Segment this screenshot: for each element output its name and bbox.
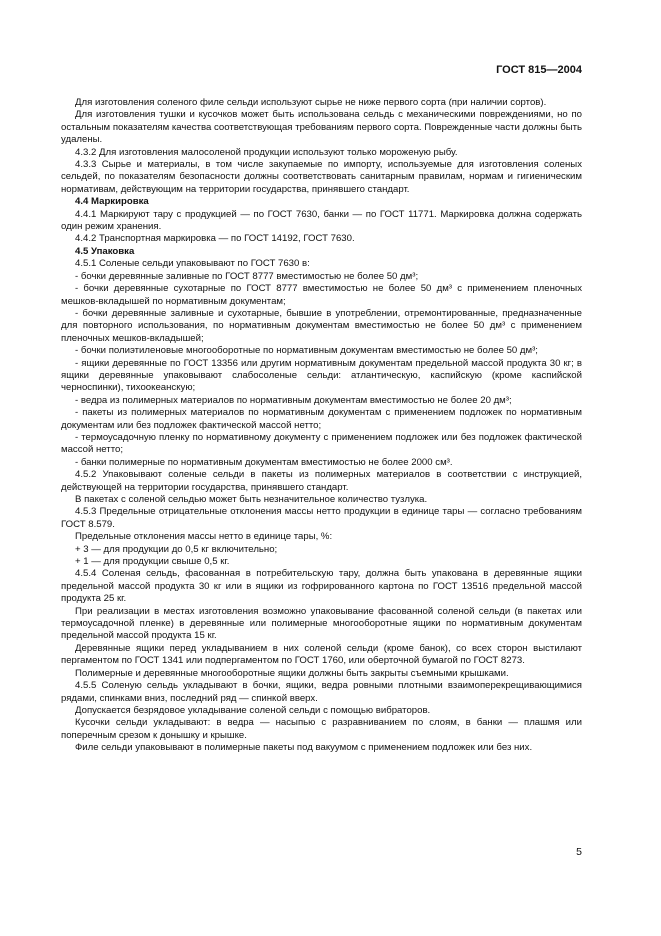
paragraph: Допускается безрядовое укладывание соленой сельди с помощью вибраторов. [75,704,431,716]
paragraph: 4.5.5 Соленую сельдь укладывают в бочки, ящики, ведра ровными плотными взаимоперекрещивающимися рядами, спинками вниз, последний ряд — спинкой вверх. [61,680,582,704]
paragraph: 4.5.1 Соленые сельди упаковывают по ГОСТ 7630 в: [75,258,310,270]
page-number: 5 [576,846,582,858]
paragraph: 4.5.3 Предельные отрицательные отклонения массы нетто продукции в единице тары — согласно требованиям ГОСТ 8.579. [61,506,582,530]
section-heading: 4.5 Упаковка [75,245,135,257]
paragraph: Полимерные и деревянные многооборотные ящики должны быть закрыты съемными крышками. [75,667,509,679]
paragraph: - бочки деревянные заливные по ГОСТ 8777 вместимостью не более 50 дм³; [75,270,419,282]
paragraph: - бочки деревянные сухотарные по ГОСТ 8777 вместимостью не более 50 дм³ с применением пленочных мешков-вкладышей по нормативным документам; [61,283,582,307]
paragraph: + 3 — для продукции до 0,5 кг включительно; [75,543,278,555]
paragraph: - термоусадочную пленку по нормативному документу с применением подложек или без подложек фактической массой нетто; [61,431,582,456]
paragraph: - пакеты из полимерных материалов по нормативным документам с применением подложек по нормативным документам или без подложек фактической массой нетто; [61,407,582,431]
document-body [61,97,582,755]
paragraph: 4.3.2 Для изготовления малосоленой продукции используют только мороженую рыбу. [75,146,458,158]
paragraph: - бочки полиэтиленовые многооборотные по нормативным документам вместимостью не более 50 дм³; [75,345,538,357]
paragraph: 4.5.4 Соленая сельдь, фасованная в потребительскую тару, должна быть упакована в деревянные ящики предельной массой продукта 30 кг или в ящики из гофрированного картона по ГОСТ 13516 предельной массой продукта 25 кг. [61,568,582,605]
paragraph: 4.5.2 Упаковывают соленые сельди в пакеты из полимерных материалов в соответствии с инструкцией, действующей на территории государства, принявшего стандарт. [61,469,582,493]
paragraph: 4.4.2 Транспортная маркировка — по ГОСТ 14192, ГОСТ 7630. [75,233,355,245]
section-heading: 4.4 Маркировка [75,196,149,208]
paragraph: - ящики деревянные по ГОСТ 13356 или другим нормативным документам предельной массой продукта 30 кг; в ящики деревянные упаковывают слабосоленые сельди: атлантическую, каспийскую (кроме каспийской черноспинки), тихоокеанскую; [61,357,582,394]
paragraph: Кусочки сельди укладывают: в ведра — насыпью с разравниванием по слоям, в банки — плашмя или поперечным срезом к донышку и крышке. [61,717,582,741]
paragraph: - ведра из полимерных материалов по нормативным документам вместимостью не более 20 дм³; [75,394,512,406]
paragraph: - банки полимерные по нормативным документам вместимостью не более 2000 см³. [75,456,453,468]
paragraph: - бочки деревянные заливные и сухотарные, бывшие в употреблении, отремонтированные, предназначенные для повторного использования, по нормативным документам вместимостью не более 50 дм³ с применением пленочных мешков-вкладышей; [61,307,582,344]
page-header: ГОСТ 815—2004 [496,64,582,76]
paragraph: 4.3.3 Сырье и материалы, в том числе закупаемые по импорту, используемые для изготовления соленых сельдей, по показателям безопасности должны соответствовать санитарным правилам, нормам и гигиеническим нормативам, действующим на территории государства, принявшего стандарт. [61,159,582,195]
paragraph: Филе сельди упаковывают в полимерные пакеты под вакуумом с применением подложек или без них. [75,742,533,754]
paragraph: Предельные отклонения массы нетто в единице тары, %: [75,531,333,543]
paragraph: Для изготовления тушки и кусочков может быть использована сельдь с механическими повреждениями, но по остальным показателям качества соответствующая требованиям первого сорта. Поврежденные части должны быть удалены. [61,109,582,146]
paragraph: При реализации в местах изготовления возможно упаковывание фасованной соленой сельди (в пакетах или термоусадочной пленке) в деревянные или полимерные многооборотные ящики по нормативным документам предельной массой продукта 15 кг. [61,605,582,642]
paragraph: + 1 — для продукции свыше 0,5 кг. [75,556,230,568]
paragraph: Для изготовления соленого филе сельди используют сырье не ниже первого сорта (при наличии сортов). [75,97,547,108]
paragraph: Деревянные ящики перед укладыванием в них соленой сельди (кроме банок), со всех сторон выстилают пергаментом по ГОСТ 1341 или подпергаментом по ГОСТ 1760, или оберточной бумагой по ГОСТ 8273. [61,642,582,667]
paragraph: 4.4.1 Маркируют тару с продукцией — по ГОСТ 7630, банки — по ГОСТ 11771. Маркировка должна содержать один режим хранения. [61,208,582,233]
paragraph: В пакетах с соленой сельдью может быть незначительное количество тузлука. [75,494,428,505]
